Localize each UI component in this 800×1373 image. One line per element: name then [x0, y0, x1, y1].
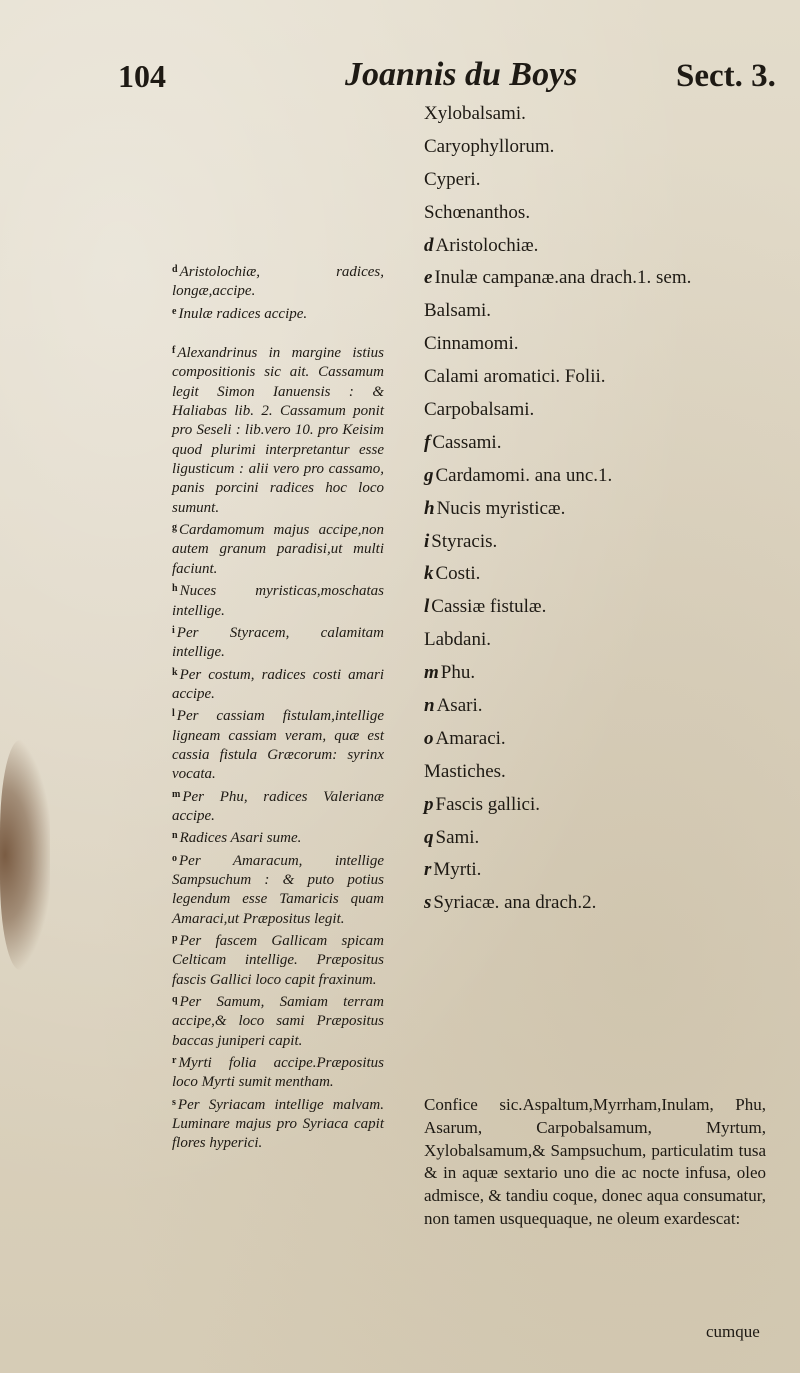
ingredient-item — [424, 558, 764, 591]
note-mark: q — [172, 994, 178, 1006]
ingredient-text: Aristolochiæ. — [435, 234, 539, 256]
ingredient-text: Inulæ campanæ.ana drach.1. sem. — [434, 267, 692, 289]
ingredient-text: Styracis. — [431, 530, 498, 552]
ingredient-text: Schœnanthos. — [424, 201, 531, 223]
ingredient-item — [424, 493, 764, 526]
marginal-note — [172, 621, 384, 663]
page-number: 104 — [118, 58, 166, 94]
note-text: Per Phu, radices Valerianæ accipe. — [172, 788, 384, 824]
ingredient-text: Asari. — [436, 695, 483, 717]
ingredient-item — [424, 723, 764, 756]
ingredient-item — [424, 756, 764, 789]
ingredient-text: Balsami. — [424, 300, 492, 322]
marginal-note — [172, 518, 384, 579]
ingredient-mark: f — [424, 431, 431, 453]
note-text: Per costum, radices costi amari accipe. — [172, 666, 384, 702]
ingredient-text: Syriacæ. ana drach.2. — [433, 892, 597, 914]
note-text: Per Amaracum, intellige Sampsuchum : & puto potius legendum esse Tamaricis quam Amaraci,ut Præpositus legit. — [172, 852, 384, 927]
preparation-paragraph: Confice sic.Aspaltum,Myrrham,Inulam, Phu, Asarum, Carpobalsamum, Myrtum, Xylobalsamum,& Sampsuchum, particulatim tusa & in aquæ sextario uno die ac nocte infusa, oleo admisce, & tandiu coque, donec aqua consumatur, non tamen usquequaque, ne oleum exardescat: — [424, 1095, 766, 1228]
ingredient-mark: e — [424, 267, 433, 289]
ingredient-text: Amaraci. — [435, 727, 506, 749]
marginal-note — [172, 260, 384, 302]
note-mark: p — [172, 933, 178, 944]
ingredient-item — [424, 164, 764, 197]
note-text: Inulæ radices accipe. — [178, 305, 308, 322]
ingredient-item — [424, 230, 764, 263]
ingredient-item — [424, 854, 764, 887]
ingredient-text: Myrti. — [433, 859, 482, 881]
catchword: cumque — [706, 1322, 760, 1341]
ingredient-text: Nucis myristicæ. — [436, 497, 566, 519]
ingredient-item — [424, 394, 764, 427]
ingredient-text: Phu. — [440, 662, 476, 684]
ingredient-text: Cinnamomi. — [424, 333, 519, 355]
note-text: Per cassiam fistulam,intellige ligneam cassiam veram, quæ est cassia fistula Græcorum: syrinx vocata. — [172, 708, 384, 783]
ingredient-mark: m — [424, 662, 439, 684]
ingredient-text: Sami. — [435, 826, 480, 848]
ingredient-mark: g — [424, 464, 434, 486]
ingredient-mark: i — [424, 530, 430, 552]
note-text: Alexandrinus in margine istius compositionis sic ait. Cassamum legit Simon Ianuensis : & Haliabas lib. 2. Cassamum ponit pro Seseli : lib.vero 10. pro Keisim quod plurimi interpretantur esse ligusticum : alii vero pro cassamo, panis porcini radices hoc loco sumunt. — [172, 345, 384, 516]
note-mark: f — [172, 345, 176, 357]
note-mark: e — [172, 305, 177, 317]
note-mark: h — [172, 583, 178, 595]
ingredient-text: Calami aromatici. Folii. — [424, 366, 606, 388]
ingredient-text: Cassami. — [432, 431, 502, 453]
note-mark: n — [172, 830, 178, 842]
ingredient-mark: p — [424, 793, 434, 815]
ingredient-mark: q — [424, 826, 434, 848]
note-text: Per Syriacam intellige malvam. Luminare majus pro Syriaca capit flores hyperici. — [172, 1096, 384, 1152]
ingredient-item — [424, 657, 764, 690]
running-title: Joannis du Boys — [345, 56, 578, 93]
note-mark: i — [172, 624, 175, 636]
ingredient-item — [424, 262, 764, 295]
ingredient-text: Mastiches. — [424, 760, 506, 782]
ingredient-mark: d — [424, 234, 434, 256]
note-text: Cardamomum majus accipe,non autem granum paradisi,ut multi faciunt. — [172, 522, 384, 577]
note-mark: o — [172, 852, 177, 864]
ingredient-item — [424, 526, 764, 559]
marginal-note — [172, 849, 384, 929]
section-label: Sect. 3. — [676, 58, 776, 94]
marginal-note — [172, 663, 384, 705]
ingredient-mark: o — [424, 727, 434, 749]
marginal-note — [172, 1051, 384, 1093]
ingredient-item — [424, 131, 764, 164]
note-text: Aristolochiæ, radices, longæ,accipe. — [172, 264, 384, 300]
marginal-note — [172, 990, 384, 1051]
page-stain — [0, 740, 50, 970]
marginal-note — [172, 302, 384, 324]
ingredient-text: Xylobalsami. — [424, 103, 526, 124]
ingredient-text: Cardamomi. ana unc.1. — [435, 464, 613, 486]
ingredient-item — [424, 295, 764, 328]
ingredient-item — [424, 789, 764, 822]
ingredient-mark: k — [424, 563, 434, 585]
ingredient-text: Cyperi. — [424, 168, 481, 190]
ingredient-text: Fascis gallici. — [435, 793, 540, 815]
ingredient-mark: r — [424, 859, 432, 881]
note-mark: k — [172, 666, 178, 678]
ingredient-item — [424, 460, 764, 493]
ingredient-text: Caryophyllorum. — [424, 135, 555, 157]
ingredient-item — [424, 624, 764, 657]
ingredient-item — [424, 427, 764, 460]
note-mark: d — [172, 264, 178, 275]
note-mark: l — [172, 708, 175, 720]
ingredient-item — [424, 328, 764, 361]
ingredient-mark: s — [424, 892, 432, 914]
marginal-note — [172, 579, 384, 621]
ingredient-item — [424, 98, 764, 131]
ingredient-text: Carpobalsami. — [424, 399, 535, 421]
note-text: Myrti folia accipe.Præpositus loco Myrti sumit mentham. — [172, 1055, 384, 1091]
ingredient-item — [424, 822, 764, 855]
marginal-note — [172, 1093, 384, 1154]
note-mark: m — [172, 788, 181, 800]
marginal-note — [172, 704, 384, 784]
note-text: Per Styracem, calamitam intellige. — [172, 624, 384, 661]
note-text: Per Samum, Samiam terram accipe,& loco sami Præpositus baccas juniperi capit. — [172, 994, 384, 1049]
marginal-note — [172, 929, 384, 990]
ingredient-item — [424, 887, 764, 920]
note-text: Radices Asari sume. — [179, 830, 302, 847]
marginal-note — [172, 341, 384, 518]
ingredient-item — [424, 591, 764, 624]
note-mark: r — [172, 1055, 177, 1067]
marginal-note — [172, 785, 384, 827]
ingredient-text: Labdani. — [424, 629, 492, 651]
ingredient-text: Costi. — [435, 563, 481, 585]
ingredient-mark: n — [424, 695, 435, 717]
ingredient-text: Cassiæ fistulæ. — [431, 596, 547, 618]
ingredient-item — [424, 361, 764, 394]
ingredient-mark: h — [424, 497, 435, 519]
ingredient-item — [424, 690, 764, 723]
note-mark: s — [172, 1096, 176, 1108]
marginal-note — [172, 826, 384, 848]
marginal-notes — [172, 260, 384, 1154]
ingredient-item — [424, 197, 764, 230]
note-text: Per fascem Gallicam spicam Celticam intellige. Præpositus fascis Gallici loco capit fraxinum. — [172, 933, 384, 988]
note-mark: g — [172, 522, 177, 534]
ingredient-mark: l — [424, 596, 430, 618]
note-text: Nuces myristicas,moschatas intellige. — [172, 583, 384, 619]
ingredient-list — [424, 98, 764, 920]
